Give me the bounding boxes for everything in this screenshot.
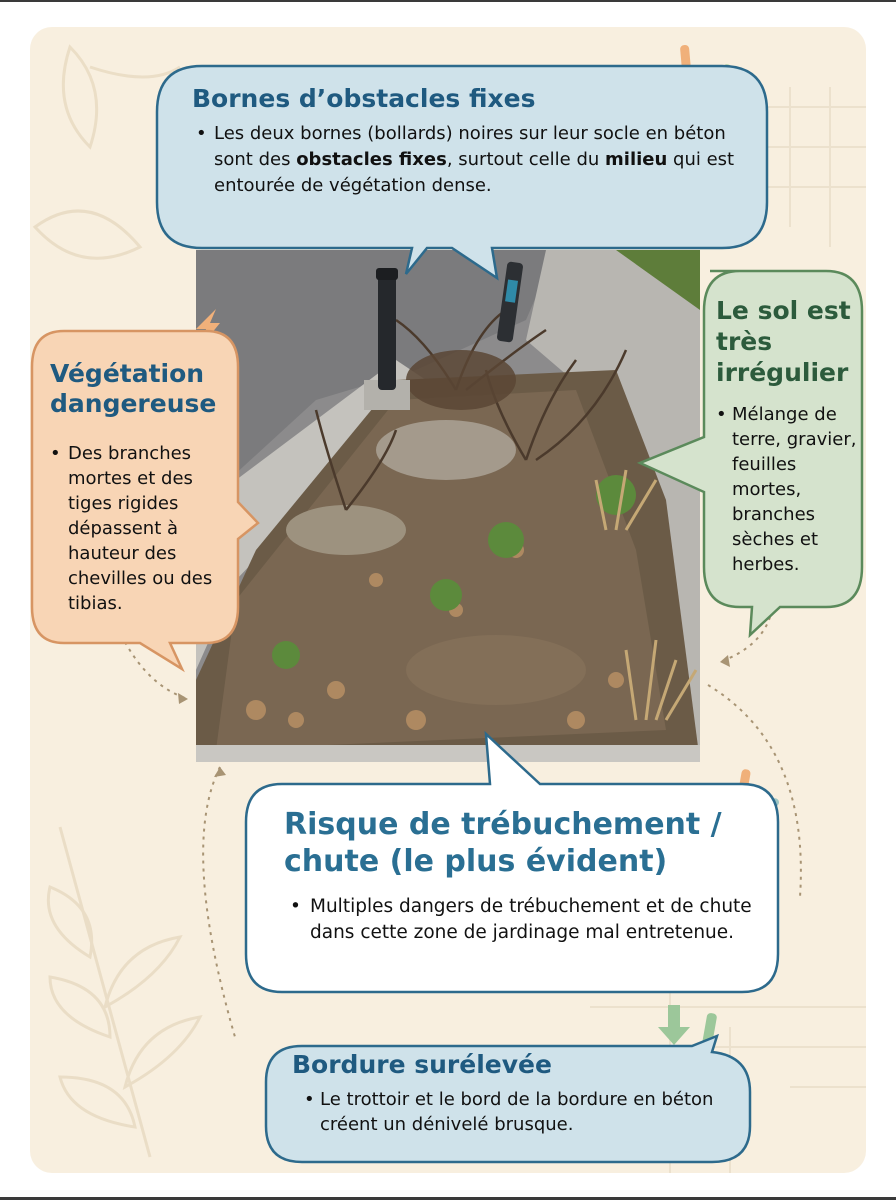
bubble-title: Le sol est très irrégulier: [716, 296, 851, 387]
bubble-trip: [242, 732, 782, 996]
bubble-bollards: [152, 62, 772, 278]
list-item: • Des branches mortes et des tiges rigides dépassent à hauteur des chevilles ou des tibias.: [50, 443, 213, 614]
bubble-vegetation: [30, 327, 272, 669]
top-border: [0, 0, 896, 2]
bubble-list: [284, 894, 754, 946]
infographic-canvas: [30, 27, 866, 1173]
bubble-title: Bornes d’obstacles fixes: [192, 84, 536, 113]
bubble-list: [292, 1087, 732, 1137]
list-item: • Le trottoir et le bord de la bordure en béton créent un dénivelé brusque.: [304, 1089, 714, 1135]
bollards-text: Les deux bornes (bollards) noires sur leur socle en béton sont des obstacles fixes, surtout celle du milieu qui est entourée de végétation dense.: [214, 123, 735, 196]
bubble-list: [192, 121, 752, 199]
list-item: • Mélange de terre, gravier, feuilles mortes, branches sèches et herbes.: [716, 404, 857, 575]
bubble-list: [50, 441, 236, 616]
list-item: • Les deux bornes (bollards) noires sur leur socle en béton sont des obstacles fixes, surtout celle du milieu qui est entourée de végétation dense.: [196, 123, 735, 196]
bubble-list: [716, 402, 862, 577]
bubble-title: Végétation dangereuse: [50, 359, 217, 418]
bubble-ground: [630, 267, 866, 639]
bubble-title: Bordure surélevée: [292, 1050, 552, 1079]
list-item: • Multiples dangers de trébuchement et de chute dans cette zone de jardinage mal entretenue.: [290, 896, 752, 943]
bubble-curb: [262, 1032, 752, 1166]
bubble-title: Risque de trébuchement / chute (le plus évident): [284, 807, 722, 879]
